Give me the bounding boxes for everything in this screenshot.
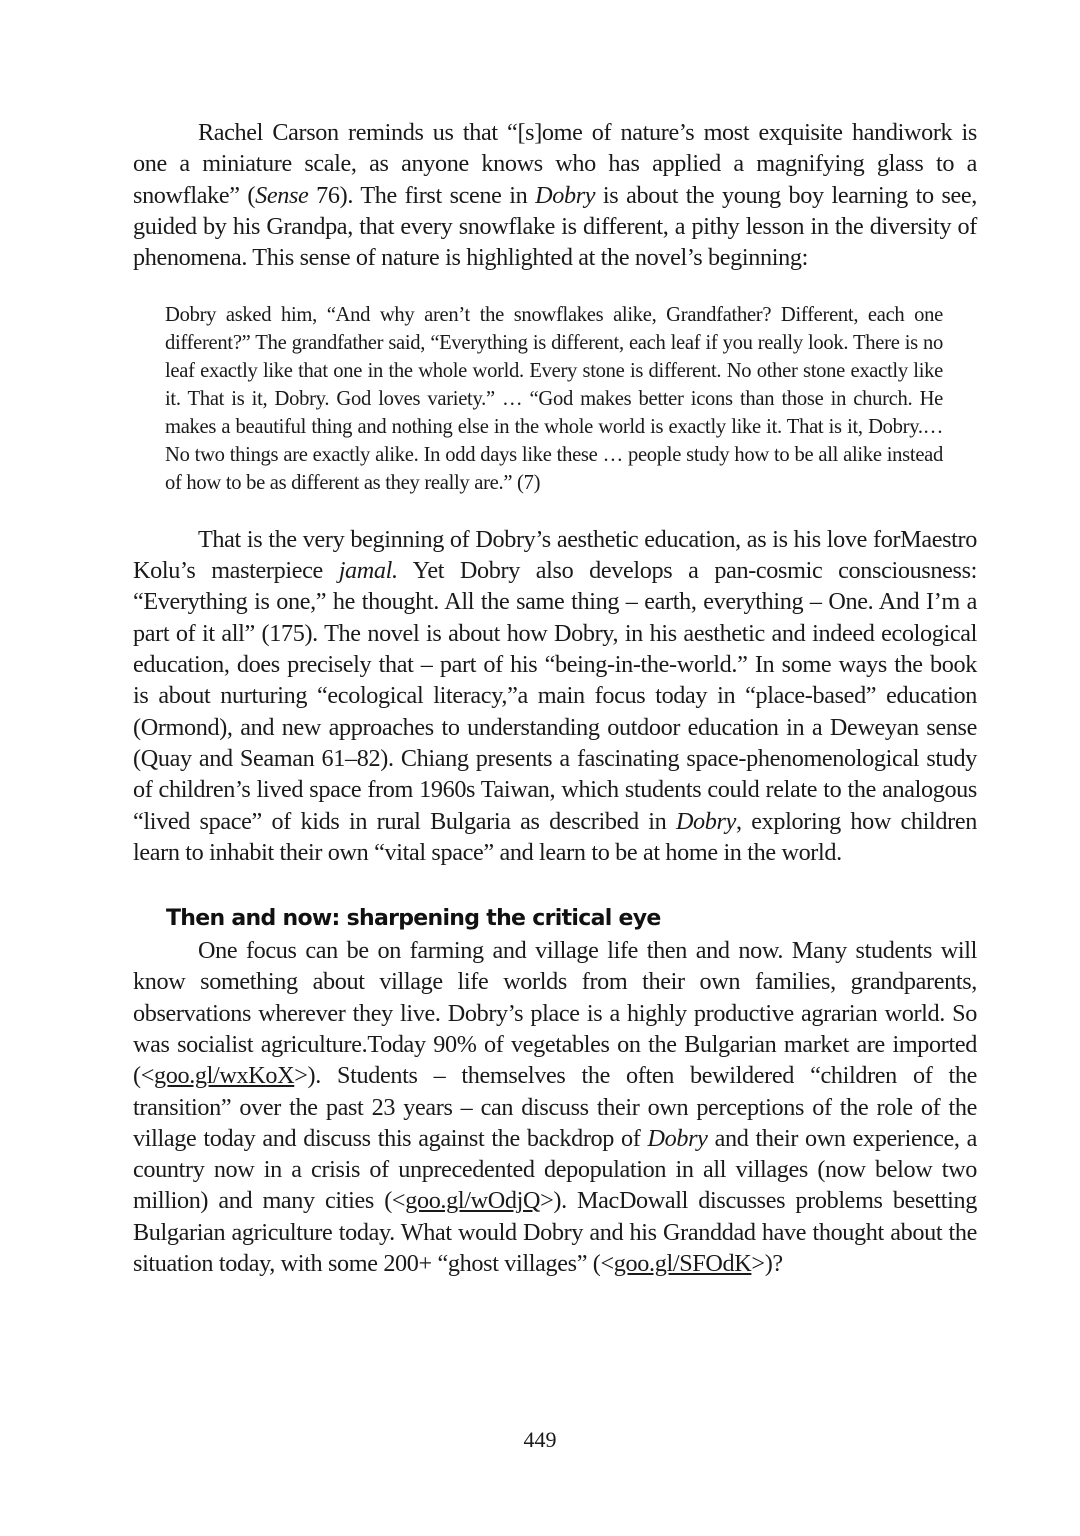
link-goo-gl-wxkox[interactable]: goo.gl/wxKoX (154, 1062, 295, 1090)
link-goo-gl-sfodk[interactable]: goo.gl/SFOdK (613, 1250, 752, 1278)
page-number: 449 (523, 1427, 557, 1452)
text-segment: Rachel Carson reminds us that “[s]ome of nature’s most exquisite handiwork is one a miniature scale, as anyone knows who has applied a magnifying glass to a snowflake” ( (133, 119, 977, 209)
link-goo-gl-wodjq[interactable]: goo.gl/wOdjQ (405, 1187, 541, 1215)
paragraph-aesthetic-education (133, 524, 977, 868)
text-segment: One focus can be on farming and village life then and now. Many students will know something about village life worlds from their own families, grandparents, observations wherever they live. Dobry’s place is a highly productive agrarian world. So was socialist agriculture.Today 90% of vegetables on the Bulgarian market are imported (< (133, 937, 977, 1090)
text-segment: >). MacDowall discusses problems besetting Bulgarian agriculture today. What would Dobry and his Granddad have thought about the situation today, with some 200+ “ghost villages” (< (133, 1187, 977, 1278)
text-segment: is about the young boy learning to see, guided by his Grandpa, that every snowflake is different, a pithy lesson in the diversity of phenomena. This sense of nature is highlighted at the novel’s beginning: (133, 181, 978, 272)
paragraph-then-and-now (133, 935, 977, 1279)
text-segment: Yet Dobry also develops a pan-cosmic consciousness: “Everything is one,” he thought. All the same thing – earth, everything – One. And I’m a part of it all” (175). The novel is about how Dobry, in his aesthetic and indeed ecological education, does precisely that – part of his “being-in-the-world.” In some ways the book is about nurturing “ecological literacy,”a main focus today in “place-based” education (Ormond), and new approaches to understanding outdoor education in a Deweyan sense (Quay and Seaman 61–82). Chiang presents a fascinating space-phenomenological study of children’s lived space from 1960s Taiwan, which students could relate to the analogous “lived space” of kids in rural Bulgaria as described in (133, 557, 978, 835)
italic-title-sense: Sense (255, 181, 309, 209)
text-segment: >). Students – themselves the often bewildered “children of the transition” over the past 23 years – can discuss their own perceptions of the role of the village today and discuss this against the backdrop of (133, 1062, 977, 1152)
paragraph-carson (133, 117, 977, 273)
section-heading: Then and now: sharpening the critical eye (166, 906, 661, 932)
text-segment: and their own experience, a country now in a crisis of unprecedented depopulation in all villages (now below two million) and many cities (< (133, 1124, 977, 1215)
text-segment: 76). The first scene in (308, 181, 536, 209)
italic-title-dobry: Dobry (647, 1124, 708, 1152)
italic-title-dobry: Dobry (675, 807, 736, 835)
italic-title-dobry: Dobry (535, 181, 596, 209)
block-quote: Dobry asked him, “And why aren’t the snowflakes alike, Grandfather? Different, each one different?” The grandfather said, “Everything is different, each leaf if you really look. There is no leaf exactly like that one in the whole world. Every stone is different. No other stone exactly like it. That is it, Dobry. God loves variety.” … “God makes better icons than those in church. He makes a beautiful thing and nothing else in the whole world is exactly like it. That is it, Dobry.…No two things are exactly alike. In odd days like these … people study how to be all alike instead of how to be as different as they really are.” (7) (165, 304, 943, 494)
text-segment: >)? (751, 1250, 783, 1278)
text-segment: That is the very beginning of Dobry’s aesthetic education, as is his love forMaestro Kolu’s masterpiece (133, 525, 977, 585)
text-segment: , exploring how children learn to inhabit their own “vital space” and learn to be at home in the world. (133, 807, 977, 866)
italic-term-jamal: jamal. (338, 557, 398, 585)
document-page (133, 117, 977, 1279)
